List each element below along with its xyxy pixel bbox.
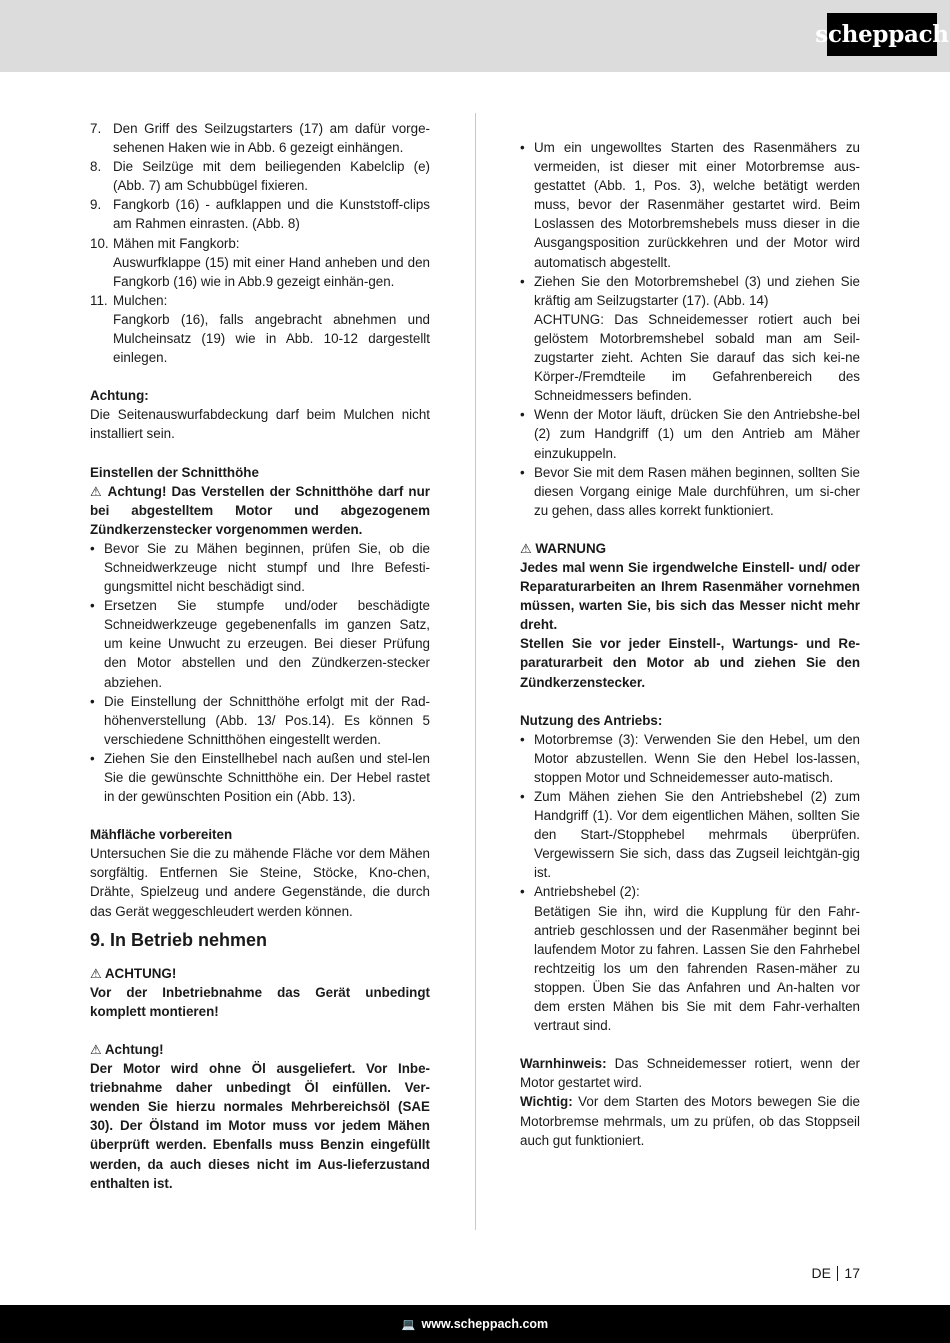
- bullet-icon: •: [520, 884, 525, 900]
- list-number: 11.: [90, 292, 108, 308]
- bullet-icon: •: [90, 750, 95, 766]
- list-text: Den Griff des Seilzugstarters (17) am dafür vorge-sehenen Haken wie in Abb. 6 gezeigt einhängen.: [113, 121, 430, 156]
- list-item: [90, 692, 430, 749]
- warning-triangle-icon: ⚠: [90, 1041, 102, 1057]
- cut-height-warning: [90, 482, 430, 539]
- attention-label: Achtung:: [90, 388, 149, 404]
- warning-triangle-icon: ⚠: [90, 483, 104, 499]
- bullet-text: Bevor Sie zu Mähen beginnen, prüfen Sie, ob die Schneidwerkzeuge nicht stumpf und Ihre Befesti-gungsmittel nicht beschädigt sind.: [104, 540, 430, 595]
- warning-heading: [520, 539, 860, 558]
- list-item: [90, 195, 430, 233]
- right-column: [520, 119, 860, 1150]
- list-item: [520, 272, 860, 310]
- warning-heading: [90, 964, 430, 983]
- bullet-icon: •: [90, 540, 95, 556]
- list-text: Fangkorb (16) - aufklappen und die Kunststoff-clips am Rahmen einrasten. (Abb. 8): [113, 197, 430, 232]
- list-detail: Auswurfklappe (15) mit einer Hand anheben und den Fangkorb (16) wie in Abb.9 gezeigt einhän-gen.: [113, 254, 430, 289]
- bullet-icon: •: [90, 693, 95, 709]
- bullet-icon: •: [90, 598, 95, 614]
- list-item: [90, 119, 430, 157]
- attention-text: Die Seitenauswurfabdeckung darf beim Mulchen nicht installiert sein.: [90, 407, 430, 442]
- drive-heading: Nutzung des Antriebs:: [520, 712, 663, 728]
- important-paragraph: [520, 1092, 860, 1149]
- list-item: [90, 234, 430, 253]
- bullet-icon: •: [520, 407, 525, 423]
- warning-text: Der Motor wird ohne Öl ausgeliefert. Vor Inbe-triebnahme daher unbedingt Öl einfüllen. Ver-wenden Sie hierzu normales Mehrbereichsöl (SAE 30). Der Ölstand im Motor muss vor jedem Mähen überprüft werden. Ebenfalls muss Benzin eingefüllt werden, da auch dieses nicht im Aus-lieferzustand enthalten ist.: [90, 1061, 430, 1191]
- page-number-separator: [837, 1266, 839, 1281]
- list-item: [520, 405, 860, 462]
- bullet-text: Die Einstellung der Schnitthöhe erfolgt mit der Rad-höhenverstellung (Abb. 13/ Pos.14). Es können 5 verschiedene Schnitthöhen eingestellt werden.: [104, 693, 430, 747]
- list-detail: Fangkorb (16), falls angebracht abnehmen und Mulcheinsatz (19) wie in Abb. 10-12 dargestellt einlegen.: [113, 311, 430, 366]
- page-number-value: 17: [844, 1265, 860, 1281]
- mow-area-heading: Mähfläche vorbereiten: [90, 827, 233, 843]
- important-text: Vor dem Starten des Motors bewegen Sie die Motorbremse mehrmals, um zu prüfen, ob das Stoppseil auch gut funktioniert.: [520, 1094, 860, 1148]
- cut-height-warning-text: Achtung! Das Verstellen der Schnitthöhe darf nur bei abgestelltem Motor und abgezogenem Zündkerzenstecker vorgenommen werden.: [90, 483, 430, 537]
- list-item: [520, 463, 860, 520]
- warning-heading: [90, 1040, 430, 1059]
- bullet-text: Motorbremse (3): Verwenden Sie den Hebel, um den Motor abzustellen. Wenn Sie den Hebel los-lassen, stoppen Motor und Schneidemesser auto-matisch.: [534, 731, 860, 785]
- list-text: Die Seilzüge mit dem beiliegenden Kabelclip (e) (Abb. 7) am Schubbügel fixieren.: [113, 159, 430, 194]
- footer-url[interactable]: www.scheppach.com: [421, 1317, 549, 1331]
- warning-label: ACHTUNG!: [104, 965, 177, 981]
- list-item: [90, 539, 430, 596]
- warning-label: WARNUNG: [535, 540, 607, 556]
- warning-triangle-icon: ⚠: [520, 540, 532, 556]
- list-item: [520, 882, 860, 901]
- bullet-text: Bevor Sie mit dem Rasen mähen beginnen, sollten Sie diesen Vorgang einige Male durchführen, um si-cher zu gehen, dass alles korrekt funktioniert.: [534, 464, 860, 518]
- warning-text: Jedes mal wenn Sie irgendwelche Einstell- und/ oder Reparaturarbeiten an Ihrem Rasenmäher vornehmen müssen, warten Sie, bis sich das Messer nicht mehr dreht.: [520, 559, 860, 633]
- warning-text: Vor der Inbetriebnahme das Gerät unbedingt komplett montieren!: [90, 984, 430, 1019]
- bullet-text: Ersetzen Sie stumpfe und/oder beschädigte Schneidwerkzeuge gegebenenfalls im ganzen Satz, um keine Unwucht zu erzeugen. Bei dieser Prüfung den Motor abstellen und den Zündkerzen-stecker abziehen.: [104, 598, 430, 690]
- important-label: Wichtig:: [520, 1094, 573, 1110]
- hint-text: Das Schneidemesser rotiert, wenn der Motor gestartet wird.: [520, 1056, 860, 1091]
- bullet-text: Wenn der Motor läuft, drücken Sie den Antriebshe-bel (2) zum Handgriff (1) um den Antrieb am Mäher einzukuppeln.: [534, 407, 860, 461]
- list-item: [520, 787, 860, 882]
- brand-logo: scheppach: [827, 13, 937, 56]
- page-language: DE: [811, 1265, 831, 1281]
- bullet-text: Zum Mähen ziehen Sie den Antriebshebel (2) zum Handgriff (1). Vor dem eigentlichen Mähen, sollten Sie den Start-/Stopphebel mehrmals überprüfen. Vergewissern Sie sich, dass das Zugseil leichtgän-gig ist.: [534, 789, 860, 881]
- list-item: [90, 749, 430, 806]
- list-item: [90, 596, 430, 691]
- list-number: 9.: [90, 197, 102, 213]
- list-item: [90, 291, 430, 310]
- left-column: [90, 119, 430, 1193]
- section-title: 9. In Betrieb nehmen: [90, 929, 268, 950]
- hint-paragraph: [520, 1054, 860, 1092]
- header-bar: [0, 0, 950, 72]
- list-item: [90, 157, 430, 195]
- footer-bar: [0, 1305, 950, 1343]
- computer-icon: 💻: [401, 1318, 416, 1331]
- list-detail: Betätigen Sie ihn, wird die Kupplung für den Fahr-antrieb geschlossen und der Rasenmäher beginnt bei laufendem Motor zu fahren. Lassen Sie den Fahrhebel rechtzeitig los um den fahrenden Rasen-mäher zu stoppen. Üben Sie das Anfahren und An-halten vor dem ersten Mähen bis Sie mit dem Fahr-verhalten vertraut sind.: [534, 903, 860, 1034]
- caution-text: ACHTUNG: Das Schneidemesser rotiert auch bei gelöstem Motorbremshebel sobald man am Seil-zugstarter zieht. Achten Sie darauf das sich kei-ne Körper-/Fremdteile im Gefahrenbereich des Schneidmessers befinden.: [534, 311, 860, 404]
- warning-label: Achtung!: [104, 1041, 164, 1057]
- bullet-text: Ziehen Sie den Einstellhebel nach außen und stel-len Sie die gewünschte Schnitthöhe ein. Der Hebel rastet in der gewünschten Position ein (Abb. 13).: [104, 750, 430, 805]
- warning-triangle-icon: ⚠: [90, 965, 102, 981]
- list-number: 8.: [90, 159, 102, 175]
- list-number: 10.: [90, 235, 109, 251]
- bullet-text: Antriebshebel (2):: [534, 884, 640, 900]
- page-number: [811, 1265, 860, 1281]
- bullet-icon: •: [520, 789, 525, 804]
- warning-text: Stellen Sie vor jeder Einstell-, Wartungs- und Re-paraturarbeit den Motor ab und ziehen Sie den Zündkerzenstecker.: [520, 636, 860, 690]
- mow-area-text: Untersuchen Sie die zu mähende Fläche vor dem Mähen sorgfältig. Entfernen Sie Steine, Stöcke, Kno-chen, Drähte, Spielzeug und andere Gegenstände, die durch das Gerät weggeschleudert werden können.: [90, 846, 430, 919]
- list-item: [520, 138, 860, 272]
- bullet-text: Um ein ungewolltes Starten des Rasenmähers zu vermeiden, ist dieser mit einer Motorbremse aus-gestattet (Abb. 1, Pos. 3), welche betätigt werden muss, bevor der Rasenmäher gestartet wird. Beim Loslassen des Motorbremshebels muss dieser in die Ausgangsposition zurückkehren und der Motor wird automatisch abgestellt.: [534, 140, 860, 270]
- cut-height-heading: Einstellen der Schnitthöhe: [90, 464, 259, 480]
- list-text: Mulchen:: [113, 292, 168, 308]
- list-number: 7.: [90, 121, 102, 136]
- column-divider: [475, 113, 476, 1230]
- list-item: [520, 730, 860, 787]
- bullet-icon: •: [520, 464, 525, 480]
- bullet-icon: •: [520, 731, 525, 747]
- bullet-icon: •: [520, 140, 525, 155]
- bullet-icon: •: [520, 273, 525, 289]
- list-text: Mähen mit Fangkorb:: [113, 235, 240, 251]
- bullet-text: Ziehen Sie den Motorbremshebel (3) und ziehen Sie kräftig am Seilzugstarter (17). (Abb. 14): [534, 273, 860, 308]
- hint-label: Warnhinweis:: [520, 1056, 607, 1072]
